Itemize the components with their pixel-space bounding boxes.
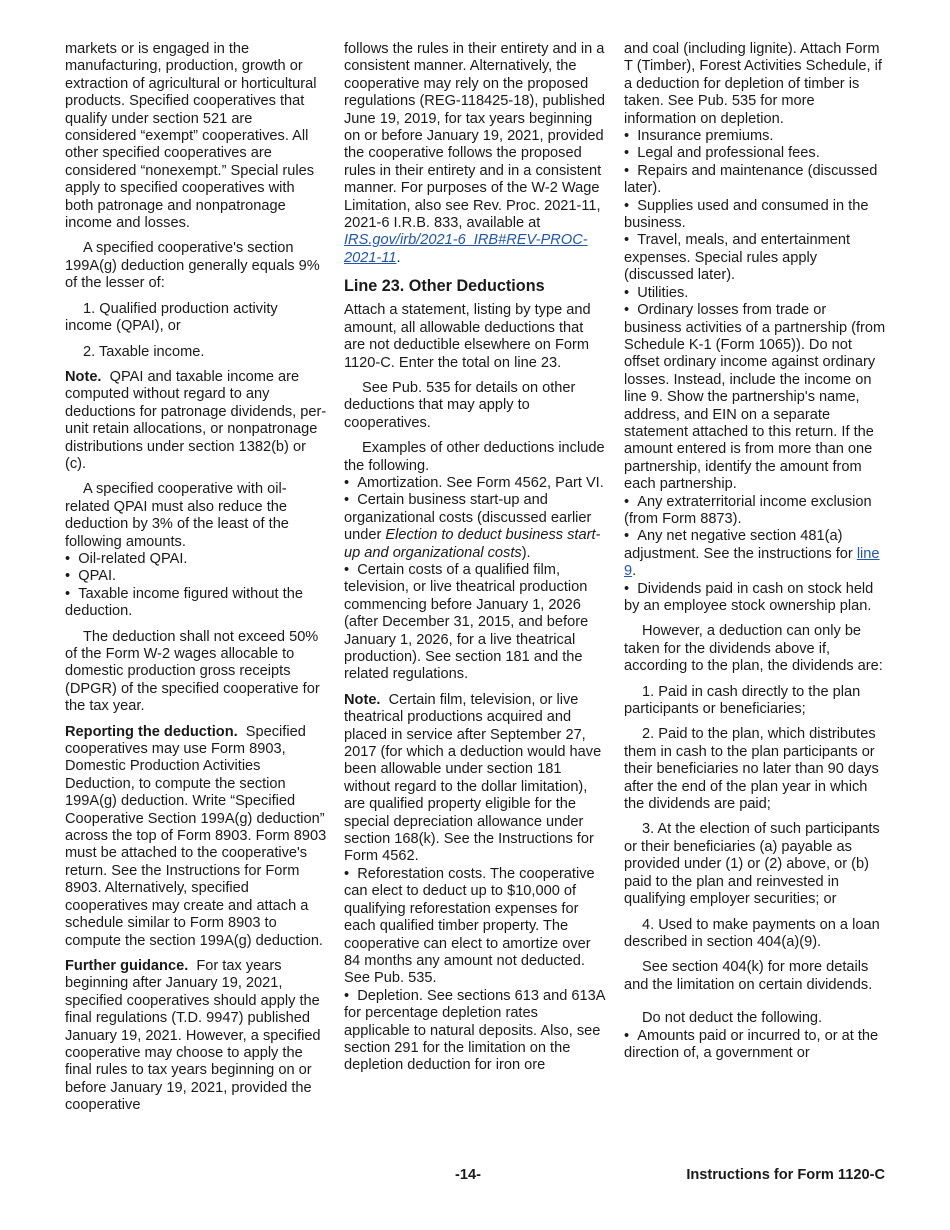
note-paragraph bbox=[344, 692, 606, 866]
note-paragraph bbox=[65, 369, 327, 473]
list-item: 3. At the election of such participants or their beneficiaries (a) payable as provided under (1) or (2) above, or (b) paid to the plan and reinvested in qualifying employer securities; or bbox=[624, 821, 880, 908]
list-item: 1. Paid in cash directly to the plan participants or beneficiaries; bbox=[624, 683, 861, 718]
column-1 bbox=[65, 41, 327, 1123]
paragraph: However, a deduction can only be taken for the dividends above if, according to the plan, the dividends are: bbox=[624, 623, 883, 675]
paragraph: See section 404(k) for more details and the limitation on certain dividends. bbox=[624, 959, 873, 993]
paragraph: follows the rules in their entirety and in a consistent manner. Alternatively, the cooperative may rely on the proposed regulations (REG-118425-18), published June 19, 2019, for tax years beginning on or before January 19, 2021, provided the cooperative follows the proposed rules in their entirety and in a consistent manner. For purposes of the W-2 Wage Limitation, also see Rev. Proc. 2021-11, 2021-6 I.R.B. 833, available at IRS.gov/irb/2021-6_IRB#REV-PROC-2021-11. bbox=[344, 41, 605, 266]
bullet-item: • Repairs and maintenance (discussed later). bbox=[624, 163, 886, 198]
bullet-item: • Taxable income figured without the deduction. bbox=[65, 586, 327, 621]
page-number: -14- bbox=[455, 1167, 481, 1183]
paragraph: The deduction shall not exceed 50% of the Form W-2 wages allocable to domestic production gross receipts (DPGR) of the specified cooperative for the tax year. bbox=[65, 628, 320, 715]
line-9-link[interactable]: line 9 bbox=[624, 545, 880, 580]
paragraph: A specified cooperative with oil-related QPAI must also reduce the deduction by 3% of the least of the following amounts. bbox=[65, 481, 289, 550]
guidance-text: For tax years beginning after January 19, 2021, specified cooperatives should apply the final regulations (T.D. 9947) published January 19, 2021. However, a specified cooperative may choose to apply the final rules to tax years beginning on or before January 19, 2021, provided the cooperative bbox=[65, 957, 321, 1114]
bullet-item: • Amounts paid or incurred to, or at the direction of, a government or bbox=[624, 1028, 886, 1063]
bullet-item: • Dividends paid in cash on stock held by an employee stock ownership plan. bbox=[624, 581, 886, 616]
paragraph: A specified cooperative's section 199A(g) deduction generally equals 9% of the lesser of: bbox=[65, 240, 320, 292]
list-item: 1. Qualified production activity income (QPAI), or bbox=[65, 300, 278, 335]
note-text: QPAI and taxable income are computed without regard to any deductions for patronage dividends, per-unit retain allocations, or nonpatronage distributions under section 1382(b) or (c). bbox=[65, 368, 327, 472]
paragraph: Do not deduct the following. bbox=[642, 1010, 823, 1027]
column-3 bbox=[624, 41, 886, 1062]
note-text: Certain film, television, or live theatrical productions acquired and placed in service after September 27, 2017 (for which a deduction would have been allowable under section 181 without regard to the dollar limitation), are qualified property eligible for the special depreciation allowance under section 168(k). See the Instructions for Form 4562. bbox=[344, 691, 602, 865]
bullet-item: • Reforestation costs. The cooperative can elect to deduct up to $10,000 of qualifying reforestation expenses for each qualified timber property. The cooperative can elect to amortize over 84 months any amount not deducted. See Pub. 535. bbox=[344, 866, 606, 988]
reporting-text: Specified cooperatives may use Form 8903, Domestic Production Activities Deduction, to compute the section 199A(g) deduction. Write “Specified Cooperative Section 199A(g) deduction” across the top of Form 8903. Form 8903 must be attached to the cooperative's return. See the Instructions for Form 8903. Alternatively, specified cooperatives may create and attach a schedule similar to Form 8903 to compute the section 199A(g) deduction. bbox=[65, 723, 327, 949]
bullet-text: Any net negative section 481(a) adjustment. See the instructions for bbox=[624, 528, 857, 562]
rev-proc-link[interactable]: IRS.gov/irb/2021-6_IRB#REV-PROC-2021-11 bbox=[344, 232, 588, 266]
list-item: 2. Paid to the plan, which distributes them in cash to the plan participants or their beneficiaries no later than 90 days after the end of the plan year in which the dividends are paid; bbox=[624, 726, 879, 813]
paragraph-text: follows the rules in their entirety and in a consistent manner. Alternatively, the cooperative may rely on the proposed regulations (REG-118425-18), published June 19, 2019, for tax years beginning on or before January 19, 2021, provided the cooperative follows the proposed rules in their entirety and in a consistent manner. For purposes of the W-2 Wage Limitation, also see Rev. Proc. 2021-11, 2021-6 I.R.B. 833, available at bbox=[344, 41, 605, 232]
reporting-label: Reporting the deduction. bbox=[65, 723, 238, 740]
bullet-text: Certain business start-up and organizational costs (discussed earlier under bbox=[344, 492, 592, 544]
reporting-paragraph bbox=[65, 724, 327, 950]
paragraph: and coal (including lignite). Attach Form T (Timber), Forest Activities Schedule, if a deduction for depletion of timber is taken. See Pub. 535 for more information on depletion. bbox=[624, 41, 882, 127]
paragraph: markets or is engaged in the manufacturing, production, growth or extraction of agricultural or horticultural products. Specified cooperatives that qualify under section 521 are considered “exempt” cooperatives. All other specified cooperatives are considered “nonexempt.” Special rules apply to specified cooperatives with both patronage and nonpatronage income and losses. bbox=[65, 41, 317, 232]
bullet-item: • QPAI. bbox=[65, 568, 327, 585]
bullet-item: • Depletion. See sections 613 and 613A for percentage depletion rates applicable to natural deposits. Also, see section 291 for the limitation on the depletion deduction for iron ore bbox=[344, 988, 606, 1075]
bullet-item: • Ordinary losses from trade or business activities of a partnership (from Schedule K-1 (Form 1065)). Do not offset ordinary income against ordinary losses. Instead, include the income on line 9. Show the partnership's name, address, and EIN on a separate statement attached to this return. If the amount entered is from more than one partnership, identify the amount from each partnership. bbox=[624, 302, 886, 493]
bullet-item bbox=[624, 528, 886, 580]
guidance-paragraph bbox=[65, 958, 327, 1115]
note-label: Note. bbox=[65, 368, 102, 385]
bullet-item: • Supplies used and consumed in the business. bbox=[624, 198, 886, 233]
bullet-item: • Oil-related QPAI. bbox=[65, 551, 327, 568]
bullet-item: • Certain costs of a qualified film, television, or live theatrical production commencing before January 1, 2026 (after December 31, 2015, and before January 1, 2026, for a live theatrical production). See section 181 and the related regulations. bbox=[344, 562, 606, 684]
paragraph: Attach a statement, listing by type and amount, all allowable deductions that are not deductible elsewhere on Form 1120-C. Enter the total on line 23. bbox=[344, 302, 591, 371]
bullet-item: • Utilities. bbox=[624, 285, 886, 302]
section-heading: Line 23. Other Deductions bbox=[344, 277, 545, 296]
bullet-item: • Insurance premiums. bbox=[624, 128, 886, 145]
note-label: Note. bbox=[344, 691, 381, 708]
paragraph: See Pub. 535 for details on other deductions that may apply to cooperatives. bbox=[344, 379, 576, 431]
bullet-item: • Any extraterritorial income exclusion (from Form 8873). bbox=[624, 494, 886, 529]
bullet-item: • Amortization. See Form 4562, Part VI. bbox=[344, 475, 606, 492]
bullet-italic-text: Election to deduct business start-up and organizational costs bbox=[344, 527, 601, 561]
bullet-text: ). bbox=[521, 544, 531, 561]
list-item: 4. Used to make payments on a loan described in section 404(a)(9). bbox=[624, 916, 880, 950]
guidance-label: Further guidance. bbox=[65, 957, 189, 974]
bullet-text: . bbox=[632, 563, 637, 580]
column-2 bbox=[344, 41, 606, 1075]
bullet-item: • Legal and professional fees. bbox=[624, 145, 886, 162]
bullet-item bbox=[344, 492, 606, 562]
bullet-item: • Travel, meals, and entertainment expenses. Special rules apply (discussed later). bbox=[624, 232, 886, 284]
list-item: 2. Taxable income. bbox=[83, 343, 205, 360]
footer-title: Instructions for Form 1120-C bbox=[686, 1167, 885, 1183]
paragraph: Examples of other deductions include the following. bbox=[344, 440, 605, 474]
